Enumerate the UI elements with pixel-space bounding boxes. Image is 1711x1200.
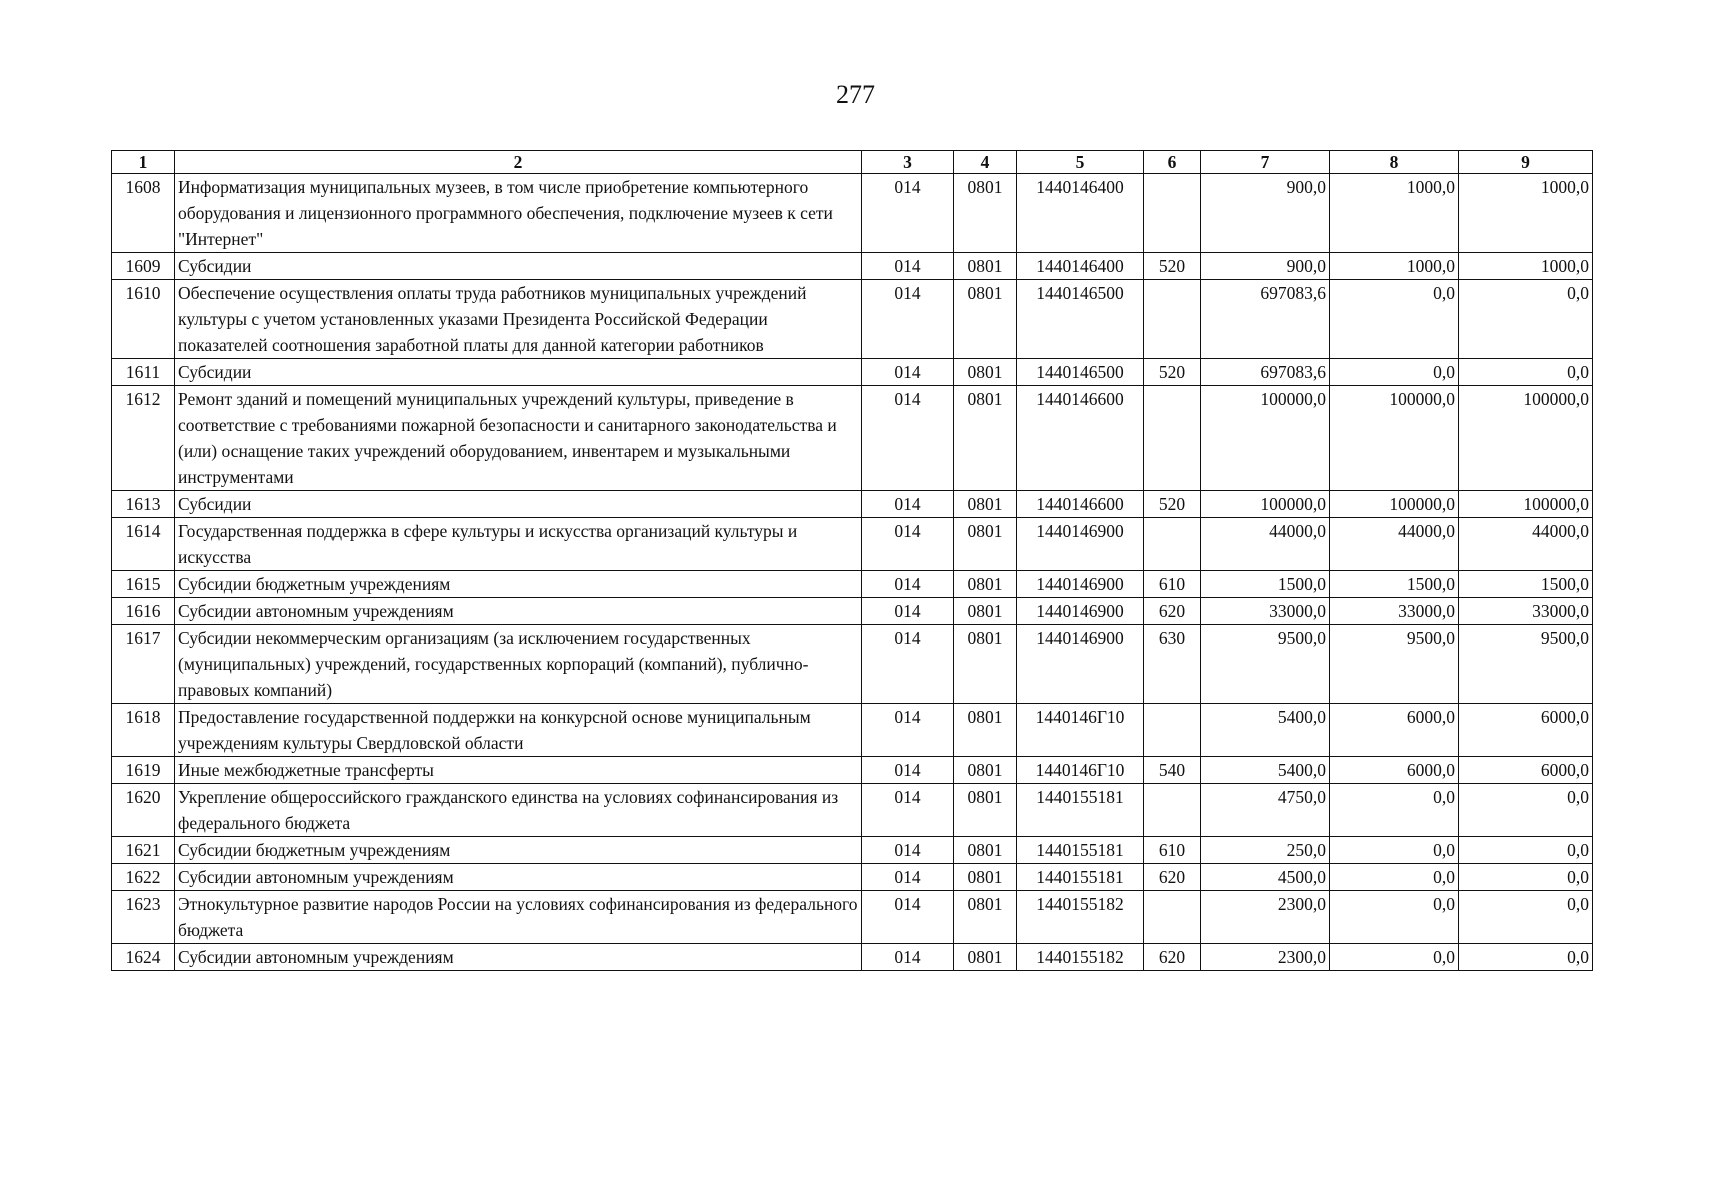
row-name: Субсидии бюджетным учреждениям xyxy=(175,837,862,864)
row-amount-9: 1000,0 xyxy=(1459,174,1593,253)
table-row xyxy=(112,518,1593,571)
row-code-6: 620 xyxy=(1144,598,1201,625)
row-number: 1618 xyxy=(112,704,175,757)
row-amount-9: 0,0 xyxy=(1459,944,1593,971)
row-amount-7: 2300,0 xyxy=(1201,944,1330,971)
row-amount-7: 2300,0 xyxy=(1201,891,1330,944)
row-number: 1612 xyxy=(112,386,175,491)
row-amount-9: 0,0 xyxy=(1459,280,1593,359)
row-amount-8: 1500,0 xyxy=(1330,571,1459,598)
row-number: 1610 xyxy=(112,280,175,359)
table-row xyxy=(112,571,1593,598)
table-row xyxy=(112,864,1593,891)
row-code-5: 1440146400 xyxy=(1017,253,1144,280)
row-amount-7: 33000,0 xyxy=(1201,598,1330,625)
header-col-4: 4 xyxy=(954,151,1017,174)
row-code-5: 1440146900 xyxy=(1017,625,1144,704)
row-number: 1616 xyxy=(112,598,175,625)
row-number: 1622 xyxy=(112,864,175,891)
row-code-5: 1440146900 xyxy=(1017,518,1144,571)
table-row xyxy=(112,704,1593,757)
row-number: 1608 xyxy=(112,174,175,253)
row-amount-7: 5400,0 xyxy=(1201,757,1330,784)
row-code-5: 1440155181 xyxy=(1017,784,1144,837)
table-row xyxy=(112,625,1593,704)
row-amount-7: 1500,0 xyxy=(1201,571,1330,598)
row-amount-9: 0,0 xyxy=(1459,837,1593,864)
row-amount-7: 9500,0 xyxy=(1201,625,1330,704)
table-body xyxy=(112,174,1593,971)
row-amount-8: 0,0 xyxy=(1330,359,1459,386)
row-code-6: 540 xyxy=(1144,757,1201,784)
row-code-4: 0801 xyxy=(954,518,1017,571)
row-number: 1611 xyxy=(112,359,175,386)
row-amount-7: 5400,0 xyxy=(1201,704,1330,757)
row-code-4: 0801 xyxy=(954,625,1017,704)
row-number: 1623 xyxy=(112,891,175,944)
row-amount-9: 0,0 xyxy=(1459,864,1593,891)
row-code-6 xyxy=(1144,386,1201,491)
row-code-5: 1440146500 xyxy=(1017,280,1144,359)
row-amount-8: 9500,0 xyxy=(1330,625,1459,704)
row-code-6 xyxy=(1144,891,1201,944)
row-amount-7: 4500,0 xyxy=(1201,864,1330,891)
row-code-6: 620 xyxy=(1144,944,1201,971)
row-amount-7: 100000,0 xyxy=(1201,386,1330,491)
row-code-3: 014 xyxy=(862,704,954,757)
row-amount-9: 6000,0 xyxy=(1459,704,1593,757)
table-header xyxy=(112,151,1593,174)
row-amount-8: 33000,0 xyxy=(1330,598,1459,625)
row-code-4: 0801 xyxy=(954,174,1017,253)
row-code-4: 0801 xyxy=(954,837,1017,864)
row-code-4: 0801 xyxy=(954,864,1017,891)
row-name: Государственная поддержка в сфере культуры и искусства организаций культуры и искусства xyxy=(175,518,862,571)
row-code-6 xyxy=(1144,518,1201,571)
header-col-2: 2 xyxy=(175,151,862,174)
row-amount-9: 33000,0 xyxy=(1459,598,1593,625)
table-row xyxy=(112,253,1593,280)
row-code-4: 0801 xyxy=(954,280,1017,359)
row-code-6: 620 xyxy=(1144,864,1201,891)
row-code-5: 1440146500 xyxy=(1017,359,1144,386)
row-number: 1619 xyxy=(112,757,175,784)
table-row xyxy=(112,837,1593,864)
header-col-1: 1 xyxy=(112,151,175,174)
row-name: Этнокультурное развитие народов России на условиях софинансирования из федерального бюджета xyxy=(175,891,862,944)
table-row xyxy=(112,757,1593,784)
row-code-3: 014 xyxy=(862,174,954,253)
row-code-3: 014 xyxy=(862,784,954,837)
row-name: Субсидии xyxy=(175,359,862,386)
row-amount-7: 44000,0 xyxy=(1201,518,1330,571)
row-amount-8: 1000,0 xyxy=(1330,253,1459,280)
table-row xyxy=(112,359,1593,386)
row-name: Укрепление общероссийского гражданского единства на условиях софинансирования из федерального бюджета xyxy=(175,784,862,837)
row-code-6: 630 xyxy=(1144,625,1201,704)
row-amount-8: 1000,0 xyxy=(1330,174,1459,253)
row-code-5: 1440146Г10 xyxy=(1017,757,1144,784)
row-amount-7: 100000,0 xyxy=(1201,491,1330,518)
row-amount-8: 0,0 xyxy=(1330,864,1459,891)
row-code-6 xyxy=(1144,704,1201,757)
page-number: 277 xyxy=(836,80,875,109)
row-code-4: 0801 xyxy=(954,598,1017,625)
row-code-4: 0801 xyxy=(954,757,1017,784)
row-amount-9: 100000,0 xyxy=(1459,491,1593,518)
row-code-3: 014 xyxy=(862,571,954,598)
row-code-5: 1440146600 xyxy=(1017,491,1144,518)
row-code-3: 014 xyxy=(862,837,954,864)
header-col-8: 8 xyxy=(1330,151,1459,174)
row-code-4: 0801 xyxy=(954,253,1017,280)
row-name: Обеспечение осуществления оплаты труда работников муниципальных учреждений культуры с учетом установленных указами Президента Российской Федерации показателей соотношения заработной платы для данной категории работников xyxy=(175,280,862,359)
row-amount-8: 0,0 xyxy=(1330,837,1459,864)
row-amount-9: 0,0 xyxy=(1459,891,1593,944)
row-number: 1617 xyxy=(112,625,175,704)
row-amount-9: 9500,0 xyxy=(1459,625,1593,704)
row-code-4: 0801 xyxy=(954,571,1017,598)
row-code-4: 0801 xyxy=(954,891,1017,944)
row-code-5: 1440155181 xyxy=(1017,864,1144,891)
row-code-3: 014 xyxy=(862,944,954,971)
row-code-6: 610 xyxy=(1144,837,1201,864)
header-col-7: 7 xyxy=(1201,151,1330,174)
row-code-3: 014 xyxy=(862,359,954,386)
row-amount-7: 900,0 xyxy=(1201,253,1330,280)
table-row xyxy=(112,598,1593,625)
table-row xyxy=(112,386,1593,491)
row-code-3: 014 xyxy=(862,891,954,944)
row-code-3: 014 xyxy=(862,864,954,891)
row-name: Субсидии автономным учреждениям xyxy=(175,598,862,625)
row-code-3: 014 xyxy=(862,757,954,784)
row-name: Субсидии автономным учреждениям xyxy=(175,944,862,971)
row-code-5: 1440155182 xyxy=(1017,944,1144,971)
row-code-6 xyxy=(1144,280,1201,359)
row-number: 1609 xyxy=(112,253,175,280)
header-col-5: 5 xyxy=(1017,151,1144,174)
row-code-6 xyxy=(1144,174,1201,253)
row-amount-8: 0,0 xyxy=(1330,944,1459,971)
row-amount-7: 697083,6 xyxy=(1201,359,1330,386)
row-code-6: 520 xyxy=(1144,359,1201,386)
row-code-4: 0801 xyxy=(954,359,1017,386)
row-number: 1621 xyxy=(112,837,175,864)
budget-table xyxy=(111,150,1593,971)
row-code-3: 014 xyxy=(862,253,954,280)
row-code-5: 1440155182 xyxy=(1017,891,1144,944)
row-code-5: 1440146600 xyxy=(1017,386,1144,491)
row-code-6: 520 xyxy=(1144,491,1201,518)
header-col-9: 9 xyxy=(1459,151,1593,174)
row-name: Субсидии автономным учреждениям xyxy=(175,864,862,891)
row-name: Субсидии xyxy=(175,253,862,280)
row-code-4: 0801 xyxy=(954,704,1017,757)
row-code-4: 0801 xyxy=(954,944,1017,971)
row-amount-9: 0,0 xyxy=(1459,359,1593,386)
row-name: Предоставление государственной поддержки на конкурсной основе муниципальным учреждениям культуры Свердловской области xyxy=(175,704,862,757)
row-code-3: 014 xyxy=(862,280,954,359)
row-name: Информатизация муниципальных музеев, в том числе приобретение компьютерного оборудования и лицензионного программного обеспечения, подключение музеев к сети "Интернет" xyxy=(175,174,862,253)
row-code-5: 1440155181 xyxy=(1017,837,1144,864)
row-name: Субсидии некоммерческим организациям (за исключением государственных (муниципальных) учреждений, государственных корпораций (компаний), публично-правовых компаний) xyxy=(175,625,862,704)
row-code-3: 014 xyxy=(862,491,954,518)
row-number: 1613 xyxy=(112,491,175,518)
row-amount-7: 900,0 xyxy=(1201,174,1330,253)
row-number: 1615 xyxy=(112,571,175,598)
table-row xyxy=(112,174,1593,253)
table-row xyxy=(112,944,1593,971)
row-amount-8: 6000,0 xyxy=(1330,757,1459,784)
header-col-3: 3 xyxy=(862,151,954,174)
row-code-6 xyxy=(1144,784,1201,837)
row-name: Субсидии бюджетным учреждениям xyxy=(175,571,862,598)
row-name: Иные межбюджетные трансферты xyxy=(175,757,862,784)
row-number: 1620 xyxy=(112,784,175,837)
row-code-5: 1440146900 xyxy=(1017,571,1144,598)
row-code-5: 1440146400 xyxy=(1017,174,1144,253)
row-amount-8: 0,0 xyxy=(1330,280,1459,359)
row-code-4: 0801 xyxy=(954,784,1017,837)
row-amount-9: 44000,0 xyxy=(1459,518,1593,571)
row-number: 1614 xyxy=(112,518,175,571)
row-amount-8: 100000,0 xyxy=(1330,491,1459,518)
row-code-3: 014 xyxy=(862,598,954,625)
row-amount-7: 697083,6 xyxy=(1201,280,1330,359)
row-code-3: 014 xyxy=(862,386,954,491)
table-row xyxy=(112,491,1593,518)
row-amount-9: 100000,0 xyxy=(1459,386,1593,491)
row-amount-8: 6000,0 xyxy=(1330,704,1459,757)
row-amount-9: 1000,0 xyxy=(1459,253,1593,280)
row-amount-8: 0,0 xyxy=(1330,784,1459,837)
row-amount-9: 1500,0 xyxy=(1459,571,1593,598)
row-amount-8: 0,0 xyxy=(1330,891,1459,944)
row-amount-7: 4750,0 xyxy=(1201,784,1330,837)
row-name: Субсидии xyxy=(175,491,862,518)
row-code-4: 0801 xyxy=(954,386,1017,491)
row-name: Ремонт зданий и помещений муниципальных учреждений культуры, приведение в соответствие с требованиями пожарной безопасности и санитарного законодательства и (или) оснащение таких учреждений оборудованием, инвентарем и музыкальными инструментами xyxy=(175,386,862,491)
table-row xyxy=(112,280,1593,359)
header-col-6: 6 xyxy=(1144,151,1201,174)
row-amount-9: 6000,0 xyxy=(1459,757,1593,784)
row-number: 1624 xyxy=(112,944,175,971)
header-row xyxy=(112,151,1593,174)
table-row xyxy=(112,784,1593,837)
row-code-5: 1440146900 xyxy=(1017,598,1144,625)
row-code-3: 014 xyxy=(862,518,954,571)
row-code-4: 0801 xyxy=(954,491,1017,518)
row-amount-9: 0,0 xyxy=(1459,784,1593,837)
row-code-5: 1440146Г10 xyxy=(1017,704,1144,757)
row-code-6: 520 xyxy=(1144,253,1201,280)
row-amount-7: 250,0 xyxy=(1201,837,1330,864)
row-code-6: 610 xyxy=(1144,571,1201,598)
row-amount-8: 44000,0 xyxy=(1330,518,1459,571)
table-row xyxy=(112,891,1593,944)
row-code-3: 014 xyxy=(862,625,954,704)
row-amount-8: 100000,0 xyxy=(1330,386,1459,491)
